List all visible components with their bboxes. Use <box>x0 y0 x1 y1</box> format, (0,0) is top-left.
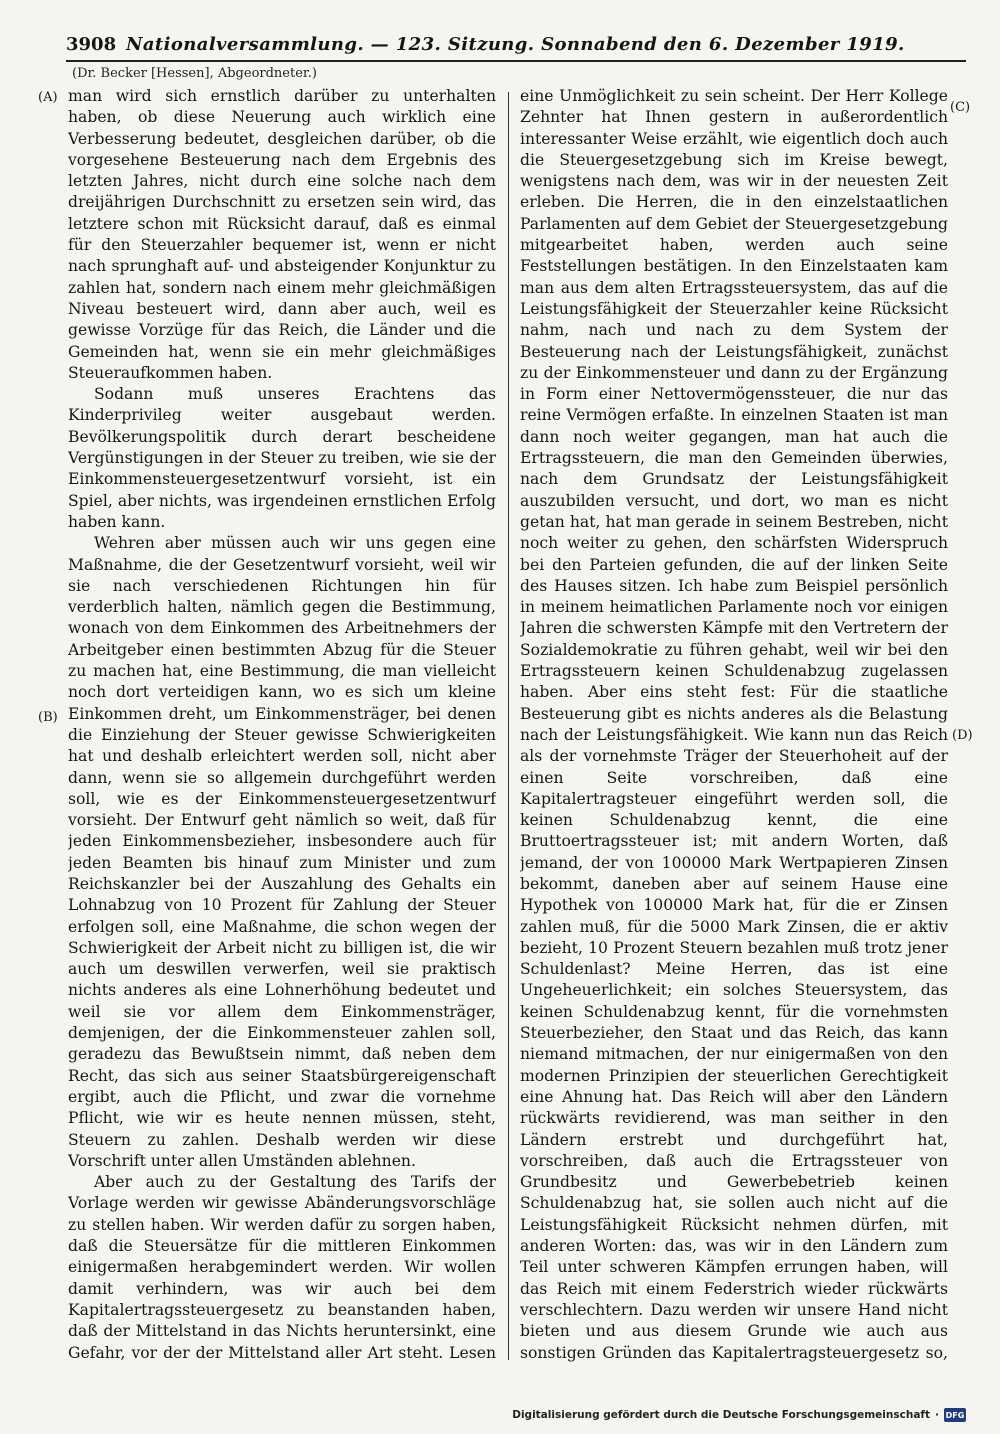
paragraph: Sodann muß unseres Erachtens das Kinderprivileg weiter ausgebaut werden. Bevölkerungspolitik durch derart bescheidene Vergünstigungen in der Steuer zu treiben, wie sie der Einkommensteuergesetzentwurf vorsieht, ist ein Spiel, aber nichts, was irgendeinen ernstlichen Erfolg haben kann. <box>68 385 496 531</box>
paragraph: Wehren aber müssen auch wir uns gegen eine Maßnahme, die der Gesetzentwurf vorsieht, weil wir sie nach verschiedenen Richtungen hin für verderblich halten, nämlich gegen die Bestimmung, wonach von dem Einkommen des Arbeitnehmers der Arbeitgeber einen bestimmten Abzug für die Steuer zu machen hat, eine Bestimmung, die man vielleicht noch dort verteidigen kann, wo es sich um kleine Einkommen dreht, um Einkommensträger, bei denen die Einziehung der Steuer gewisse Schwierigkeiten hat und deshalb erleichtert werden soll, nicht aber dann, wenn sie so allgemein durchgeführt werden soll, wie es der Einkommensteuergesetzentwurf vorsieht. Der Entwurf geht nämlich so weit, daß für jeden Einkommensbezieher, insbesondere auch für jeden Beamten bis hinauf zum Minister und zum Reichskanzler bei der Auszahlung des Gehalts ein Lohnabzug von 10 Prozent für Zahlung der Steuer erfolgen soll, eine Maßnahme, die schon wegen der Schwierigkeit der Arbeit nicht zu billigen ist, die wir auch um deswillen verwerfen, weil sie praktisch nichts anderes als eine Lohnerhöhung bedeutet und weil sie vor allem dem Einkommensträger, demjenigen, der die Einkommensteuer zahlen soll, geradezu das Bewußtsein nimmt, daß neben dem Recht, das sich aus seiner Staatsbürgereigenschaft ergibt, auch die Pflicht, und zwar die vornehme Pflicht, wie wir es heute nennen müssen, steht, Steuern zu zahlen. Deshalb werden wir diese Vorschrift unter allen Umständen ablehnen. <box>68 534 496 1170</box>
running-head: Nationalversammlung. — 123. Sitzung. Sonnabend den 6. Dezember 1919. <box>126 34 905 55</box>
margin-marker-a: (A) <box>38 90 58 105</box>
margin-marker-c: (C) <box>950 100 971 115</box>
paragraph: Aber auch zu der Gestaltung des Tarifs der Vorlage werden wir gewisse Abänderungsvorschläge zu stellen haben. Wir werden dafür zu sorgen haben, daß die Steuersätze für die mittleren Einkommen einigermaßen herabgemindert werden. Wir wollen damit verhindern, was wir auch bei dem Kapitalertragssteuergesetz zu beanstanden haben, daß der Mittelstand in das Nichts heruntersinkt, eine Gefahr, vor der der Mittelstand aller Art steht. Lesen <box>68 1173 496 1362</box>
left-column <box>68 86 496 1366</box>
margin-marker-d: (D) <box>952 728 973 743</box>
dfg-logo-icon: DFG <box>944 1408 966 1422</box>
page-header <box>66 34 966 62</box>
paragraph: man wird sich ernstlich darüber zu unterhalten haben, ob diese Neuerung auch wirklich eine Verbesserung bedeutet, desgleichen darüber, ob die vorgesehene Besteuerung nach dem Ergebnis des letzten Jahres, nicht durch eine solche nach dem dreijährigen Durchschnitt zu ersetzen sein wird, das letztere schon mit Rücksicht darauf, daß es einmal für den Steuerzahler bequemer ist, wenn er nicht nach sprunghaft auf- und absteigender Konjunktur zu zahlen hat, sondern nach einem mehr gleichmäßigen Niveau besteuert wird, dann aber auch, weil es gewisse Vorzüge für das Reich, die Länder und die Gemeinden hat, wenn sie ein mehr gleichmäßiges Steueraufkommen haben. <box>68 87 496 382</box>
paragraph: eine Unmöglichkeit zu sein scheint. Der Herr Kollege Zehnter hat Ihnen gestern in außerordentlich interessanter Weise erzählt, wie eigentlich doch auch die Steuergesetzgebung sich im Kreise bewegt, wenigstens nach dem, was wir in der neuesten Zeit erleben. Die Herren, die in den einzelstaatlichen Parlamenten auf dem Gebiet der Steuergesetzgebung mitgearbeitet haben, werden auch seine Feststellungen bestätigen. In den Einzelstaaten kam man aus dem alten Ertragssteuersystem, das auf die Leistungsfähigkeit der Steuerzahler keine Rücksicht nahm, nach und nach zu dem System der Besteuerung nach der Leistungsfähigkeit, zunächst zu der Einkommensteuer und dann zu der Ergänzung in Form einer Nettovermögenssteuer, die nur das reine Vermögen erfaßte. In einzelnen Staaten ist man dann noch weiter gegangen, man hat auch die Ertragssteuern, die man den Gemeinden überwies, nach dem Grundsatz der Leistungsfähigkeit auszubilden versucht, und dort, wo man es nicht getan hat, hat man gerade in seinem Bestreben, nicht noch weiter zu gehen, den schärfsten Widerspruch bei den Parteien gefunden, die auf der linken Seite des Hauses sitzen. Ich habe zum Beispiel persönlich in meinem heimatlichen Parlamente noch vor einigen Jahren die schwersten Kämpfe mit den Vertretern der Sozialdemokratie zu führen gehabt, weil wir bei den Ertragssteuern keinen Schuldenabzug zugelassen haben. Aber eins steht fest: Für die staatliche Besteuerung gibt es nichts anderes als die Belastung nach der Leistungsfähigkeit. Wie kann nun das Reich als der vornehmste Träger der Steuerhoheit auf der einen Seite vorschreiben, daß eine Kapitalertragsteuer eingeführt werden soll, die keinen Schuldenabzug kennt, die eine Bruttoertragssteuer ist; mit andern Worten, daß jemand, der von 100000 Mark Wertpapieren Zinsen bekommt, daneben aber auf seinem Hause eine Hypothek von 100000 Mark hat, für die er Zinsen zahlen muß, für die 5000 Mark Zinsen, die er aktiv bezieht, 10 Prozent Steuern bezahlen muß trotz jener Schuldenlast? Meine Herren, das ist eine Ungeheuerlichkeit; ein solches Steuersystem, das keinen Schuldenabzug kennt, für die vornehmsten Steuerbezieher, den Staat und das Reich, das kann niemand mitmachen, der nur einigermaßen von den modernen Prinzipien der steuerlichen Gerechtigkeit eine Ahnung hat. Das Reich will aber den Ländern rückwärts revidierend, was man seither in den Ländern erstrebt und durchgeführt hat, vorschreiben, daß auch die Ertragssteuer von Grundbesitz und Gewerbebetrieb keinen Schuldenabzug hat, sie sollen auch nicht auf die Leistungsfähigkeit Rücksicht nehmen dürfen, mit anderen Worten: das, was wir in den Ländern zum Teil unter schweren Kämpfen errungen haben, will das Reich mit einem Federstrich wieder rückwärts verschlechtern. Dazu werden wir unsere Hand nicht bieten und aus diesem Grunde wie auch aus sonstigen Gründen das Kapitalertragsteuergesetz so, <box>520 87 948 1362</box>
footer-text: Digitalisierung gefördert durch die Deutsche Forschungsgemeinschaft <box>512 1409 930 1421</box>
speaker-attribution: (Dr. Becker [Hessen], Abgeordneter.) <box>72 66 317 81</box>
column-divider <box>508 92 509 1360</box>
page-number: 3908 <box>66 34 117 55</box>
margin-marker-b: (B) <box>38 710 58 725</box>
footer-credit: Digitalisierung gefördert durch die Deutsche Forschungsgemeinschaft · DFG <box>512 1409 965 1421</box>
right-column <box>520 86 948 1366</box>
